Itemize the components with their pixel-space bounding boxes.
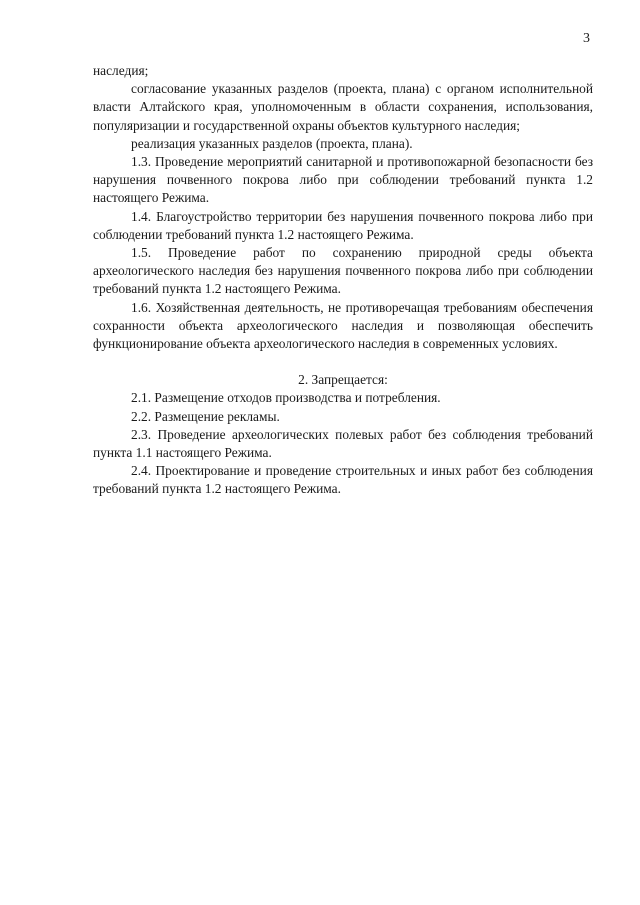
paragraph-2-3: 2.3. Проведение археологических полевых работ без соблюдения требований пункта 1.1 настоящего Режима. <box>93 426 593 461</box>
paragraph-approval: согласование указанных разделов (проекта, плана) с органом исполнительной власти Алтайского края, уполномоченным в области сохранения, использования, популяризации и государственной охраны объектов культурного наследия; <box>93 81 593 133</box>
paragraph-2-2: 2.2. Размещение рекламы. <box>131 408 280 424</box>
paragraph-implementation: реализация указанных разделов (проекта, плана). <box>131 135 413 151</box>
paragraph-1-6: 1.6. Хозяйственная деятельность, не противоречащая требованиям обеспечения сохранности объекта археологического наследия и позволяющая обеспечить функционирование объекта археологического наследия в современных условиях. <box>93 299 593 352</box>
section-heading-prohibited: 2. Запрещается: <box>298 372 388 388</box>
paragraph-continuation: наследия; <box>93 63 149 78</box>
paragraph-2-4: 2.4. Проектирование и проведение строительных и иных работ без соблюдения требований пункта 1.2 настоящего Режима. <box>93 463 593 497</box>
document-body <box>93 62 593 499</box>
paragraph-1-4: 1.4. Благоустройство территории без нарушения почвенного покрова либо при соблюдении требований пункта 1.2 настоящего Режима. <box>93 208 593 242</box>
paragraph-1-5: 1.5. Проведение работ по сохранению природной среды объекта археологического наследия без нарушения почвенного покрова либо при соблюдении требований пункта 1.2 настоящего Режима. <box>93 245 593 297</box>
page-number: 3 <box>583 31 590 46</box>
paragraph-1-3: 1.3. Проведение мероприятий санитарной и противопожарной безопасности без нарушения почвенного покрова либо при соблюдении требований пункта 1.2 настоящего Режима. <box>93 154 593 206</box>
paragraph-2-1: 2.1. Размещение отходов производства и потребления. <box>131 390 441 406</box>
